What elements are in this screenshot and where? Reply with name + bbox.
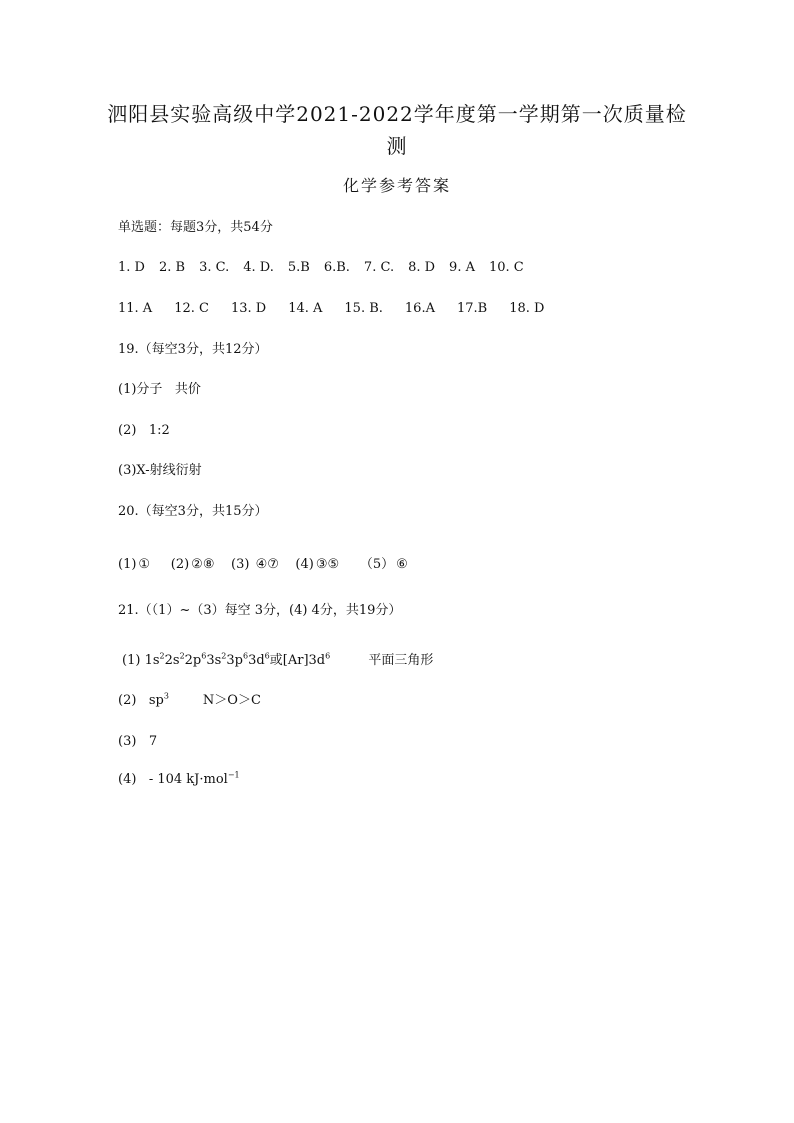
answer-item: 5.B — [287, 260, 310, 275]
answer-label: (4) — [295, 557, 314, 572]
answer-item: 11. A — [118, 301, 153, 316]
q21-answer-2 — [118, 693, 261, 709]
answer-value: N＞O＞C — [202, 693, 261, 708]
electron-configuration: $1s^22s^22p^63s^23p^63d^6$或$[Ar]3d^6$ — [144, 651, 331, 668]
answer-value: 平面三角形 — [368, 653, 434, 668]
answer-item: 16.A — [404, 301, 435, 316]
single-choice-heading: 单选题：每题3分，共54分 — [118, 220, 273, 235]
q21-answer-1 — [122, 653, 433, 669]
answer-label: (2) — [118, 693, 137, 708]
single-choice-row-2 — [118, 301, 558, 317]
answer-value: ⑥ — [396, 557, 408, 572]
answer-item: 6.B. — [323, 260, 350, 275]
answer-item: 17.B — [456, 301, 488, 316]
answer-value: X-射线衍射 — [136, 463, 202, 478]
answer-value: - 104 kJ·mol$^{-1}$ — [148, 770, 240, 787]
answer-item: 1. D — [118, 260, 145, 275]
q19-answer-3 — [118, 463, 202, 479]
answer-value: ④⑦ — [255, 557, 279, 572]
answer-value: ②⑧ — [191, 557, 215, 572]
answer-label: (1) — [122, 653, 141, 668]
answer-item: 7. C. — [363, 260, 395, 275]
q20-answers — [118, 557, 408, 573]
page-title: 泗阳县实验高级中学2021-2022学年度第一学期第一次质量检测 — [107, 102, 687, 158]
answer-label: （5） — [359, 557, 395, 572]
answer-item: 13. D — [230, 301, 267, 316]
answer-value: $sp^3$ — [148, 691, 169, 708]
q19-answer-2 — [118, 423, 170, 439]
answer-item: 10. C — [488, 260, 524, 275]
answer-value: ③⑤ — [315, 557, 340, 572]
answer-label: (2) — [170, 557, 190, 572]
answer-item: 9. A — [449, 260, 475, 275]
answer-value: 7 — [148, 734, 158, 749]
answer-label: (3) — [231, 557, 250, 572]
single-choice-row-1 — [118, 260, 538, 276]
answer-label: (1) — [118, 382, 137, 397]
answer-label: (3) — [118, 734, 137, 749]
answer-value: ① — [138, 557, 151, 572]
answer-value: 1:2 — [148, 423, 170, 438]
answer-item: 4. D. — [243, 260, 274, 275]
answer-label: (2) — [118, 423, 137, 438]
page-subtitle: 化学参考答案 — [342, 176, 451, 195]
answer-item: 12. C — [174, 301, 209, 316]
answer-item: 15. B. — [344, 301, 383, 316]
answer-item: 14. A — [288, 301, 323, 316]
answer-item: 8. D — [408, 260, 436, 275]
answer-item: 18. D — [509, 301, 545, 316]
answer-item: 2. B — [158, 260, 186, 275]
q21-heading: 21.（（1）~（3）每空 3分，(4) 4分，共19分） — [118, 603, 402, 618]
answer-value: 共价 — [174, 382, 201, 397]
q21-answer-3 — [118, 734, 157, 750]
q21-answer-4 — [118, 772, 240, 788]
answer-label: (3) — [118, 463, 137, 478]
answer-value: 分子 — [136, 382, 163, 397]
answer-label: (4) — [118, 772, 137, 787]
q19-answer-1 — [118, 382, 201, 398]
q19-heading: 19.（每空3分，共12分） — [118, 342, 268, 357]
answer-label: (1) — [118, 557, 137, 572]
answer-item: 3. C. — [199, 260, 230, 275]
q20-heading: 20.（每空3分，共15分） — [118, 504, 268, 519]
